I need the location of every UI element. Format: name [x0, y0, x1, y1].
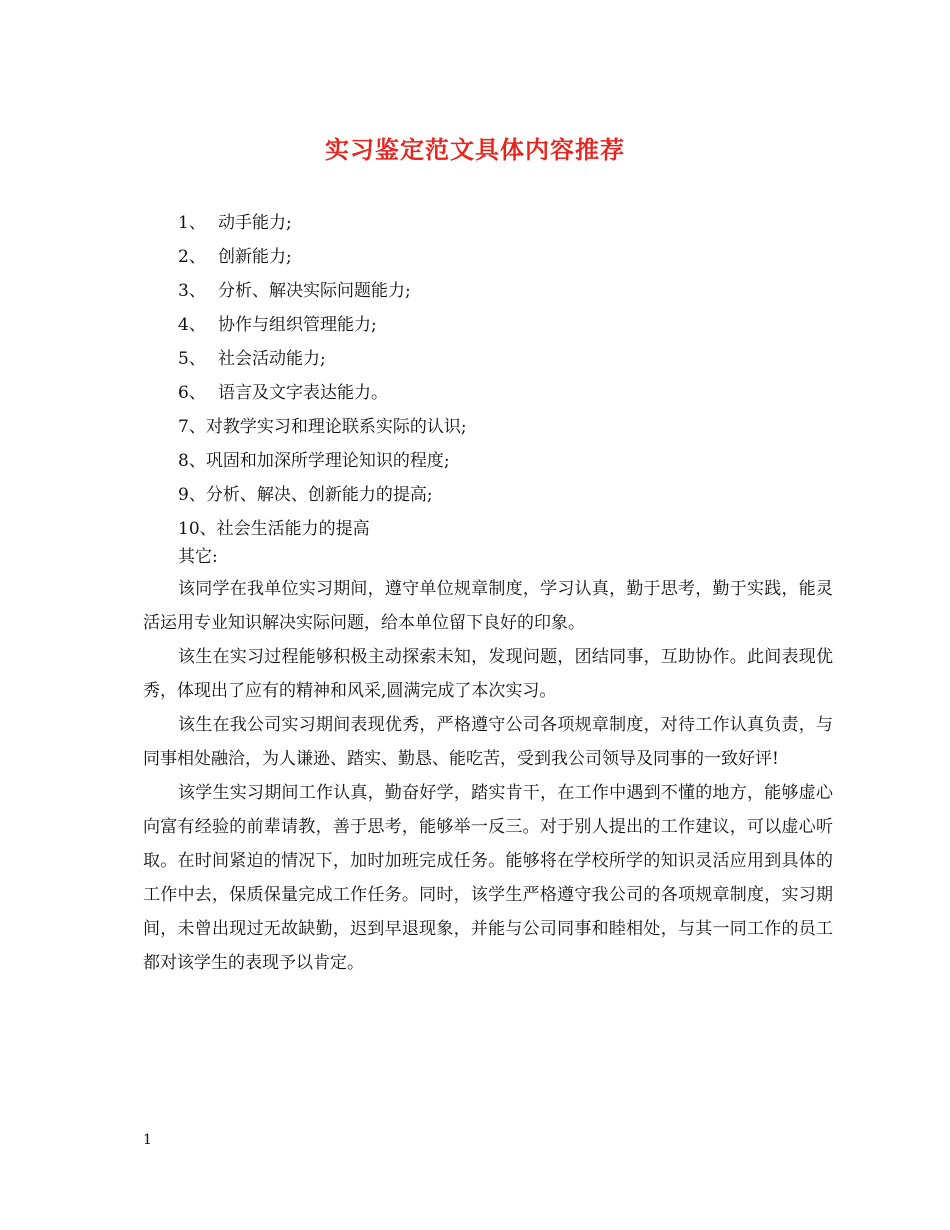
- other-label: 其它:: [178, 547, 218, 567]
- list-item-number: 7、: [178, 417, 206, 437]
- evaluation-paragraph: 该生在我公司实习期间表现优秀，严格遵守公司各项规章制度，对待工作认真负责，与同事相处融洽，为人谦逊、踏实、勤恳、能吃苦，受到我公司领导及同事的一致好评!: [143, 715, 833, 769]
- list-item: [178, 308, 828, 342]
- list-item-number: 8、: [178, 451, 206, 471]
- list-item-text: 协作与组织管理能力;: [218, 315, 377, 335]
- list-item: [178, 478, 828, 512]
- list-item-number: 9、: [178, 485, 206, 505]
- list-item-text: 社会活动能力;: [218, 349, 326, 369]
- page-title: 实习鉴定范文具体内容推荐: [325, 135, 625, 164]
- list-item-number: 4、: [178, 315, 206, 335]
- list-item-number: 1、: [178, 213, 206, 233]
- list-item: [178, 444, 828, 478]
- list-item-number: 5、: [178, 349, 206, 369]
- evaluation-body: [143, 572, 833, 980]
- list-item-number: 6、: [178, 383, 206, 403]
- evaluation-paragraph: 该学生实习期间工作认真，勤奋好学，踏实肯干，在工作中遇到不懂的地方，能够虚心向富有经验的前辈请教，善于思考，能够举一反三。对于别人提出的工作建议，可以虚心听取。在时间紧迫的情况下，加时加班完成任务。能够将在学校所学的知识灵活应用到具体的工作中去，保质保量完成工作任务。同时，该学生严格遵守我公司的各项规章制度，实习期间，未曾出现过无故缺勤，迟到早退现象，并能与公司同事和睦相处，与其一同工作的员工都对该学生的表现予以肯定。: [143, 783, 833, 973]
- list-item-text: 语言及文字表达能力。: [218, 383, 388, 403]
- list-item-text: 社会生活能力的提高: [216, 519, 370, 539]
- list-item-text: 动手能力;: [218, 213, 292, 233]
- list-item-text: 对教学实习和理论联系实际的认识;: [205, 417, 467, 437]
- list-item-number: 3、: [178, 281, 206, 301]
- ability-list: [178, 206, 828, 546]
- page-number: 1: [143, 1132, 152, 1148]
- list-item: [178, 376, 828, 410]
- list-item: [178, 240, 828, 274]
- evaluation-paragraph: 该同学在我单位实习期间，遵守单位规章制度，学习认真，勤于思考，勤于实践，能灵活运用专业知识解决实际问题，给本单位留下良好的印象。: [143, 579, 833, 633]
- list-item-number: 10、: [178, 519, 217, 539]
- list-item-text: 分析、解决实际问题能力;: [218, 281, 411, 301]
- list-item: [178, 512, 828, 546]
- list-item: [178, 410, 828, 444]
- list-item-text: 分析、解决、创新能力的提高;: [205, 485, 433, 505]
- list-item-number: 2、: [178, 247, 206, 267]
- list-item-text: 巩固和加深所学理论知识的程度;: [205, 451, 450, 471]
- evaluation-paragraph: 该生在实习过程能够积极主动探索未知，发现问题，团结同事，互助协作。此间表现优秀，体现出了应有的精神和风采,圆满完成了本次实习。: [143, 647, 833, 701]
- list-item: [178, 274, 828, 308]
- list-item: [178, 206, 828, 240]
- list-item-text: 创新能力;: [218, 247, 292, 267]
- list-item: [178, 342, 828, 376]
